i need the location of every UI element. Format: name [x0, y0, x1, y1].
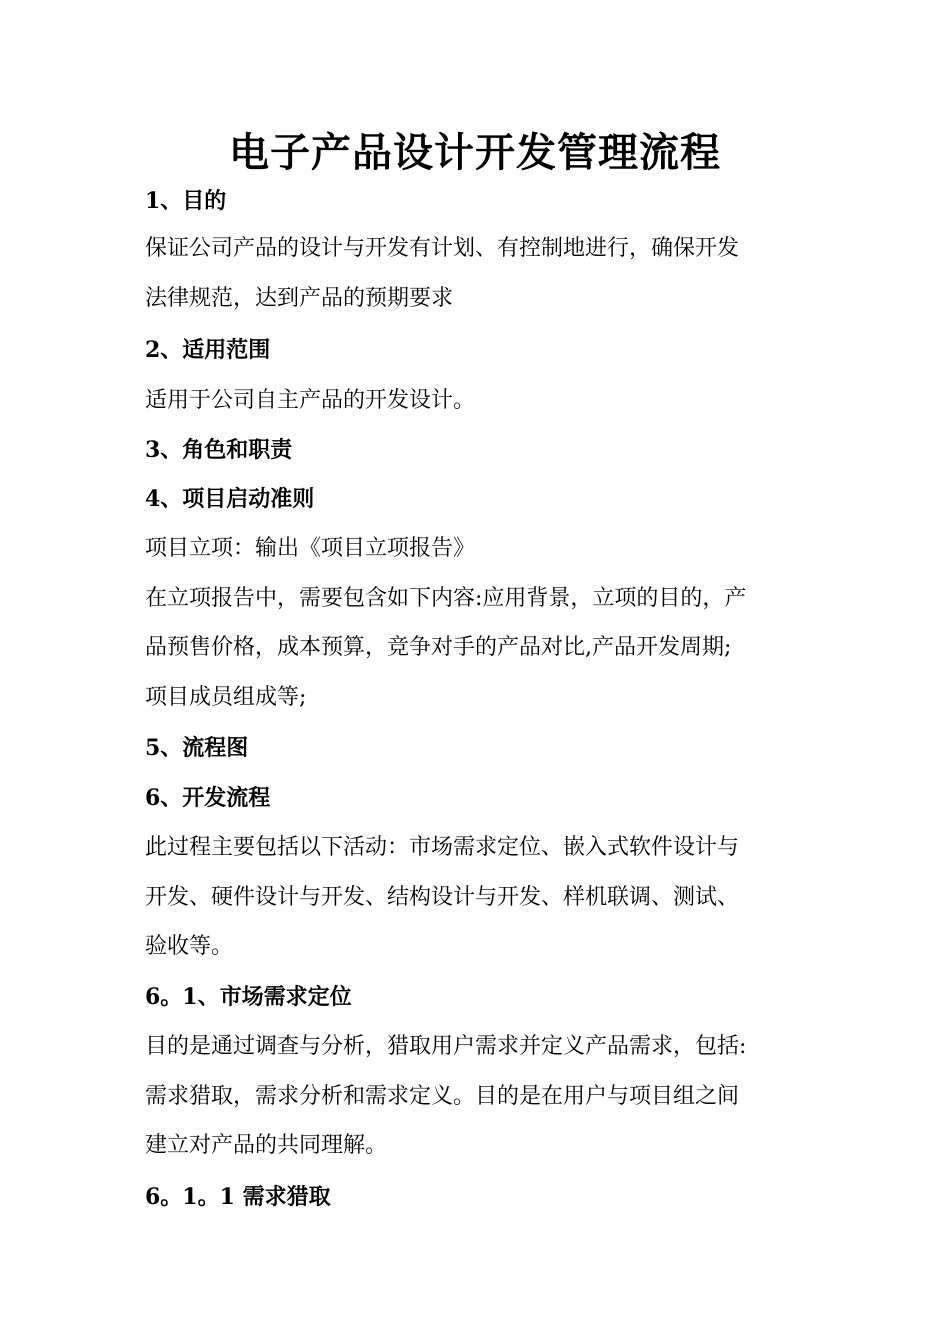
section-heading-market-requirements: 6。1、市场需求定位 [145, 984, 352, 1010]
paragraph-dev-process [145, 823, 815, 972]
text-line: 此过程主要包括以下活动：市场需求定位、嵌入式软件设计与 [145, 835, 740, 860]
paragraph-market-requirements [145, 1022, 815, 1171]
paragraph-purpose [145, 224, 815, 323]
text-line: 开发、硬件设计与开发、结构设计与开发、样机联调、测试、 [145, 884, 740, 910]
paragraph-start-criteria [145, 524, 815, 722]
text-line: 项目成员组成等; [145, 684, 307, 710]
text-line: 建立对产品的共同理解。 [145, 1133, 388, 1158]
section-heading-requirements-elicitation: 6。1。1 需求猎取 [145, 1184, 331, 1210]
text-line: 适用于公司自主产品的开发设计。 [145, 388, 476, 413]
text-line: 需求猎取，需求分析和需求定义。目的是在用户与项目组之间 [145, 1083, 740, 1109]
paragraph-scope [145, 376, 815, 426]
section-heading-roles: 3、角色和职责 [145, 437, 293, 463]
section-heading-flowchart: 5、流程图 [145, 735, 249, 761]
section-heading-scope: 2、适用范围 [145, 337, 271, 363]
text-line: 品预售价格，成本预算，竞争对手的产品对比,产品开发周期; [145, 635, 732, 660]
document-title: 电子产品设计开发管理流程 [229, 129, 721, 176]
text-line: 验收等。 [145, 934, 234, 959]
text-line: 项目立项：输出《项目立项报告》 [145, 536, 476, 561]
text-line: 法律规范，达到产品的预期要求 [145, 285, 454, 311]
section-heading-dev-process: 6、开发流程 [145, 785, 271, 811]
section-heading-purpose: 1、目的 [145, 188, 227, 214]
text-line: 目的是通过调查与分析，猎取用户需求并定义产品需求，包括: [145, 1034, 747, 1059]
section-heading-start-criteria: 4、项目启动准则 [145, 486, 315, 512]
text-line: 保证公司产品的设计与开发有计划、有控制地进行，确保开发 [145, 236, 740, 261]
text-line: 在立项报告中，需要包含如下内容:应用背景，立项的目的，产 [145, 585, 747, 611]
